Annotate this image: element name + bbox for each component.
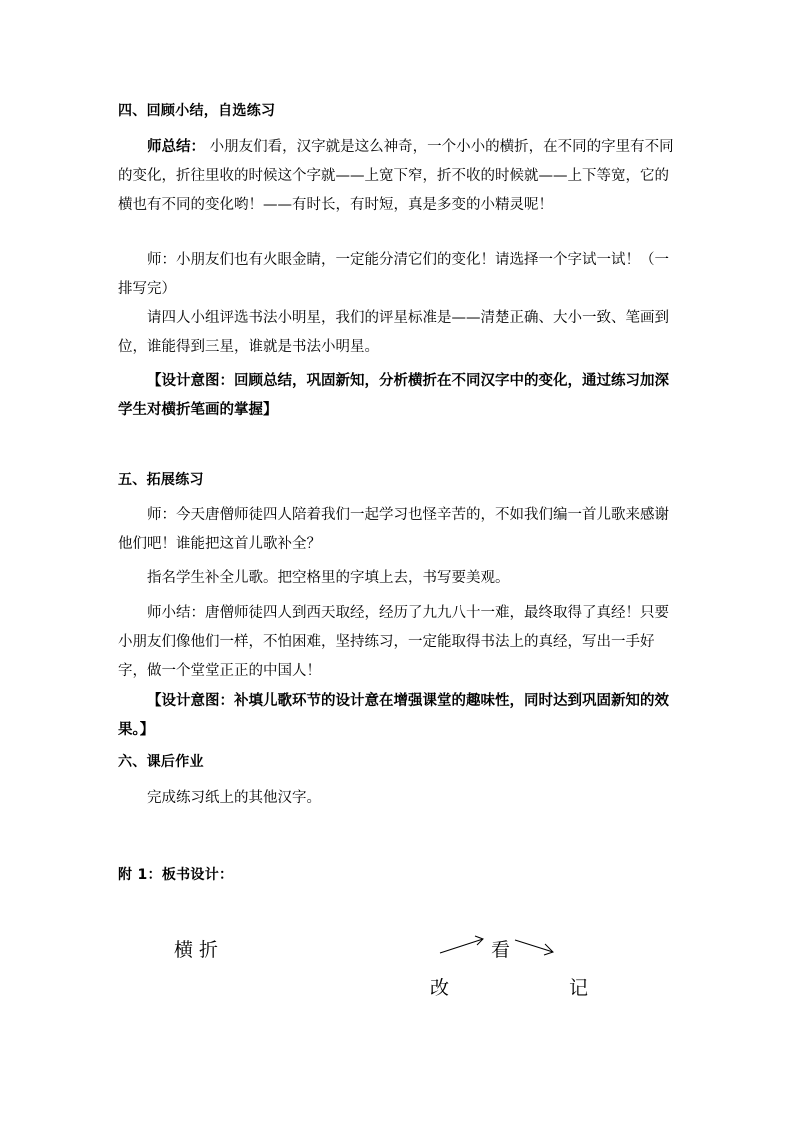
section-4-group-evaluation: 请四人小组评选书法小明星，我们的评星标准是——清楚正确、大小一致、笔画到位，谁能得到三星，谁就是书法小明星。: [118, 310, 669, 355]
section-4-teacher-prompt: 师：小朋友们也有火眼金睛，一定能分清它们的变化！请选择一个字试一试！（一排写完）: [118, 252, 669, 297]
section-4-heading: 四、回顾小结，自选练习: [118, 103, 276, 119]
board-word-ji: 记: [569, 977, 589, 999]
teacher-summary-text: 小朋友们看，汉字就是这么神奇，一个小小的横折，在不同的字里有不同的变化，折往里收的时候这个字就——上宽下窄，折不收的时候就——上下等宽，它的横也有不同的变化哟！——有时长，有时短，真是多变的小精灵呢！: [118, 139, 674, 213]
arrow-kan-to-ji: [515, 940, 553, 955]
section-5-teacher-intro: 师：今天唐僧师徒四人陪着我们一起学习也怪辛苦的，不如我们编一首儿歌来感谢他们吧！谁能把这首儿歌补全？: [118, 507, 669, 552]
section-5-heading: 五、拓展练习: [118, 472, 204, 488]
board-word-hengzhe: 横 折: [174, 939, 219, 961]
board-word-gai: 改: [430, 977, 450, 999]
section-6-heading: 六、课后作业: [118, 754, 204, 770]
arrow-gai-to-kan: [440, 936, 483, 953]
section-5-design-intent: 【设计意图：补填儿歌环节的设计意在增强课堂的趣味性，同时达到巩固新知的效果。】: [118, 692, 669, 738]
section-4-design-intent: 【设计意图：回顾总结，巩固新知，分析横折在不同汉字中的变化，通过练习加深学生对横折笔画的掌握】: [118, 372, 669, 418]
appendix-heading: 附 1：板书设计：: [118, 867, 234, 883]
section-5-teacher-summary: 师小结：唐僧师徒四人到西天取经，经历了九九八十一难，最终取得了真经！只要小朋友们像他们一样，不怕困难，坚持练习，一定能取得书法上的真经，写出一手好字，做一个堂堂正正的中国人！: [118, 605, 669, 679]
section-6-homework: 完成练习纸上的其他汉字。: [147, 790, 321, 806]
section-5-instruction: 指名学生补全儿歌。把空格里的字填上去，书写要美观。: [147, 570, 510, 586]
board-word-kan: 看: [491, 939, 511, 961]
teacher-summary-label: 师总结：: [147, 138, 205, 155]
